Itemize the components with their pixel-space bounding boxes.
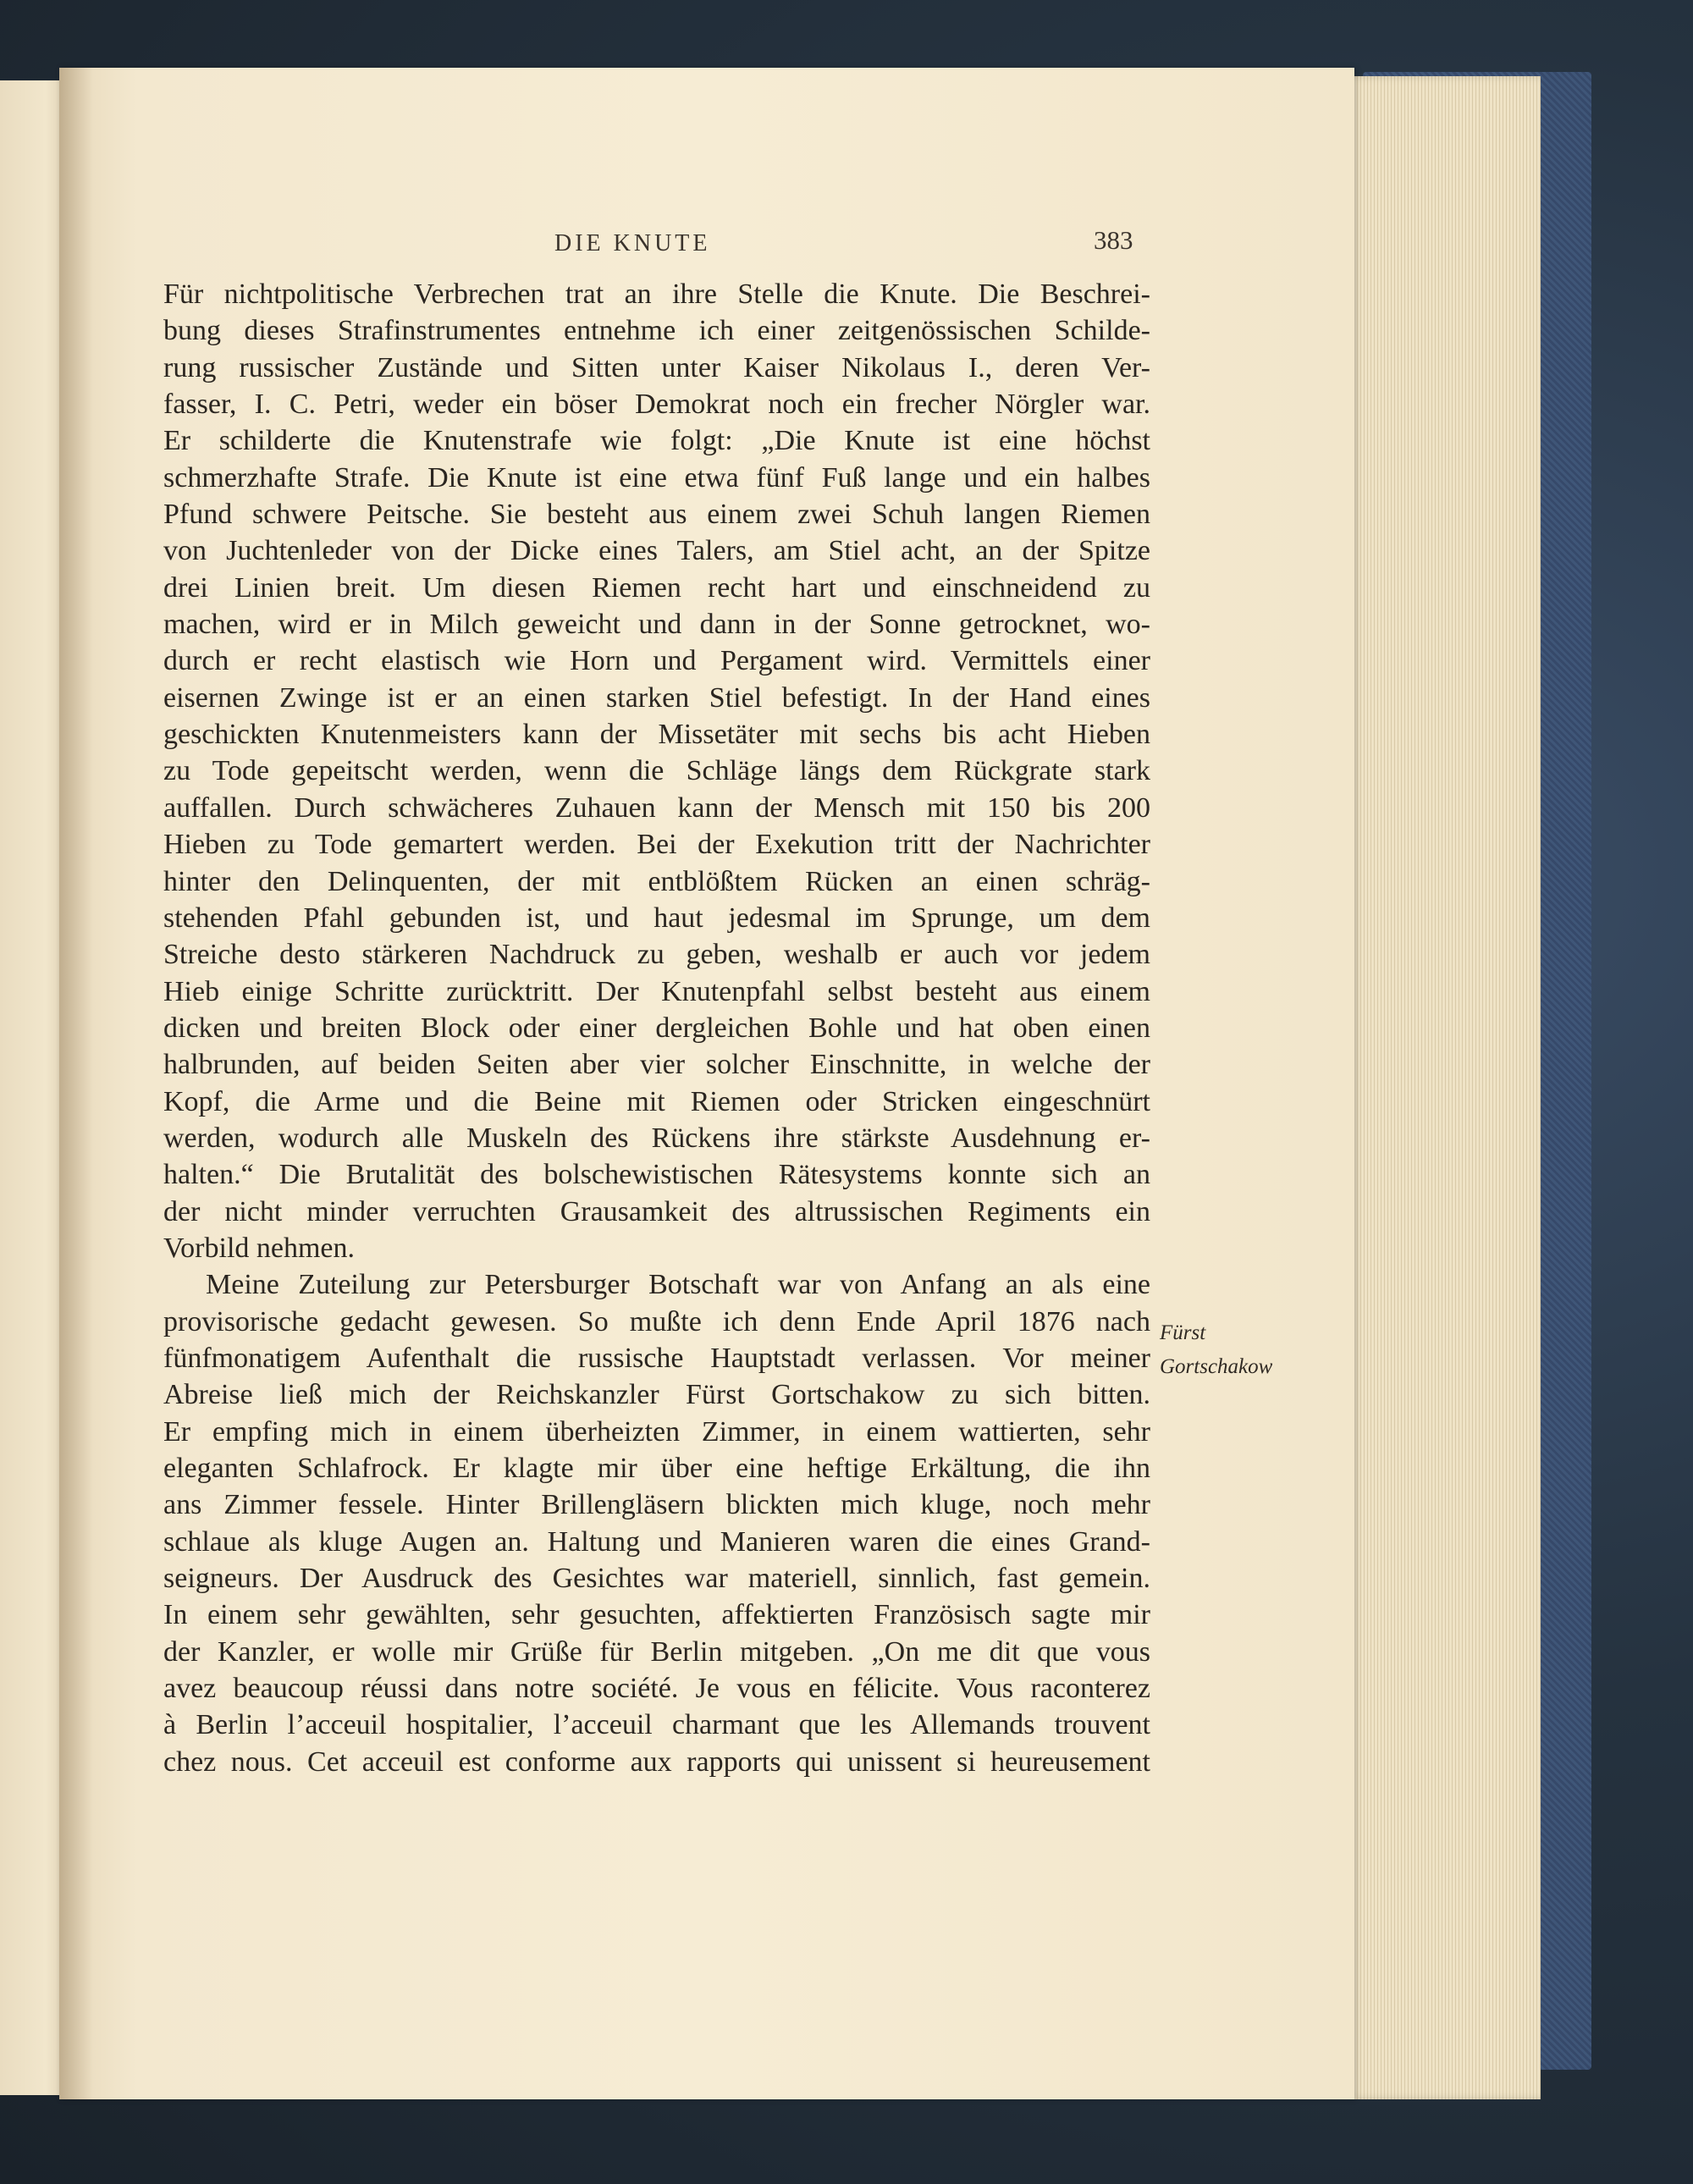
text-line: schlaue als kluge Augen an. Haltung und Manieren waren die eines Grand- (163, 1525, 1150, 1558)
text-line: der nicht minder verruchten Grausamkeit des altrussischen Regiments ein (163, 1195, 1150, 1227)
text-line: Kopf, die Arme und die Beine mit Riemen oder Stricken eingeschnürt (163, 1085, 1150, 1117)
text-line: Er empfing mich in einem überheizten Zimmer, in einem wattierten, sehr (163, 1415, 1150, 1448)
text-line: In einem sehr gewählten, sehr gesuchten, affektierten Französisch sagte mir (163, 1599, 1150, 1631)
text-line: Hieb einige Schritte zurücktritt. Der Knutenpfahl selbst besteht aus einem (163, 975, 1150, 1007)
page-fore-edge (1337, 76, 1541, 2099)
text-line: Streiche desto stärkeren Nachdruck zu geben, weshalb er auch vor jedem (163, 939, 1150, 971)
text-line: von Juchtenleder von der Dicke eines Talers, am Stiel acht, an der Spitze (163, 535, 1150, 567)
text-line: fasser, I. C. Petri, weder ein böser Demokrat noch ein frecher Nörgler war. (163, 389, 1150, 421)
text-line: werden, wodurch alle Muskeln des Rückens ihre stärkste Ausdehnung er- (163, 1122, 1150, 1154)
marginal-note (1160, 1316, 1272, 1384)
text-line: halten.“ Die Brutalität des bolschewistischen Rätesystems konnte sich an (163, 1159, 1150, 1191)
text-line: Er schilderte die Knutenstrafe wie folgt: „Die Knute ist eine höchst (163, 425, 1150, 457)
text-line: Abreise ließ mich der Reichskanzler Fürst Gortschakow zu sich bitten. (163, 1379, 1150, 1411)
text-line: geschickten Knutenmeisters kann der Missetäter mit sechs bis acht Hieben (163, 719, 1150, 751)
text-line: bung dieses Strafinstrumentes entnehme ich einer zeitgenössischen Schilde- (163, 315, 1150, 347)
text-line: avez beaucoup réussi dans notre société. Je vous en félicite. Vous raconterez (163, 1673, 1150, 1705)
text-line: hinter den Delinquenten, der mit entblößtem Rücken an einen schräg- (163, 865, 1150, 897)
text-line: Pfund schwere Peitsche. Sie besteht aus einem zwei Schuh langen Riemen (163, 499, 1150, 531)
text-line: schmerzhafte Strafe. Die Knute ist eine etwa fünf Fuß lange und ein halbes (163, 461, 1150, 494)
text-line: eisernen Zwinge ist er an einen starken Stiel befestigt. In der Hand eines (163, 681, 1150, 714)
page-number: 383 (1094, 225, 1133, 255)
text-line: chez nous. Cet acceuil est conforme aux rapports qui unissent si heureusement (163, 1746, 1150, 1778)
text-line: Meine Zuteilung zur Petersburger Botschaft war von Anfang an als eine (206, 1269, 1150, 1301)
running-head: DIE KNUTE (554, 230, 711, 256)
text-line: halbrunden, auf beiden Seiten aber vier solcher Einschnitte, in welche der (163, 1049, 1150, 1081)
text-line: stehenden Pfahl gebunden ist, und haut jedesmal im Sprunge, um dem (163, 902, 1150, 934)
text-line: à Berlin l’acceuil hospitalier, l’acceuil charmant que les Allemands trouvent (163, 1709, 1150, 1741)
text-line: Hieben zu Tode gemartert werden. Bei der Exekution tritt der Nachrichter (163, 829, 1150, 861)
text-line: seigneurs. Der Ausdruck des Gesichtes war materiell, sinnlich, fast gemein. (163, 1563, 1150, 1595)
marginal-note-line: Gortschakow (1160, 1355, 1273, 1378)
text-line: drei Linien breit. Um diesen Riemen recht hart und einschneidend zu (163, 571, 1150, 604)
text-line: fünfmonatigem Aufenthalt die russische Hauptstadt verlassen. Vor meiner (163, 1342, 1150, 1374)
text-line: ans Zimmer fessele. Hinter Brillengläsern blickten mich kluge, noch mehr (163, 1489, 1150, 1521)
text-line: zu Tode gepeitscht werden, wenn die Schläge längs dem Rückgrate stark (163, 755, 1150, 787)
gutter-shadow (59, 68, 93, 2099)
text-line: eleganten Schlafrock. Er klagte mir über eine heftige Erkältung, die ihn (163, 1453, 1150, 1484)
text-line: auffallen. Durch schwächeres Zuhauen kann der Mensch mit 150 bis 200 (163, 791, 1150, 824)
text-line: rung russischer Zustände und Sitten unter Kaiser Nikolaus I., deren Ver- (163, 351, 1150, 383)
marginal-note-line: Fürst (1160, 1321, 1206, 1344)
body-text (163, 276, 1150, 1780)
text-line: machen, wird er in Milch geweicht und dann in der Sonne getrocknet, wo- (163, 609, 1150, 641)
text-line: provisorische gedacht gewesen. So mußte ich denn Ende April 1876 nach (163, 1305, 1150, 1337)
text-line: dicken und breiten Block oder einer dergleichen Bohle und hat oben einen (163, 1012, 1150, 1044)
text-line: Für nichtpolitische Verbrechen trat an ihre Stelle die Knute. Die Beschrei- (163, 279, 1150, 310)
text-line: Vorbild nehmen. (163, 1232, 356, 1264)
text-line: durch er recht elastisch wie Horn und Pergament wird. Vermittels einer (163, 645, 1150, 677)
text-line: der Kanzler, er wolle mir Grüße für Berlin mitgeben. „On me dit que vous (163, 1635, 1150, 1668)
